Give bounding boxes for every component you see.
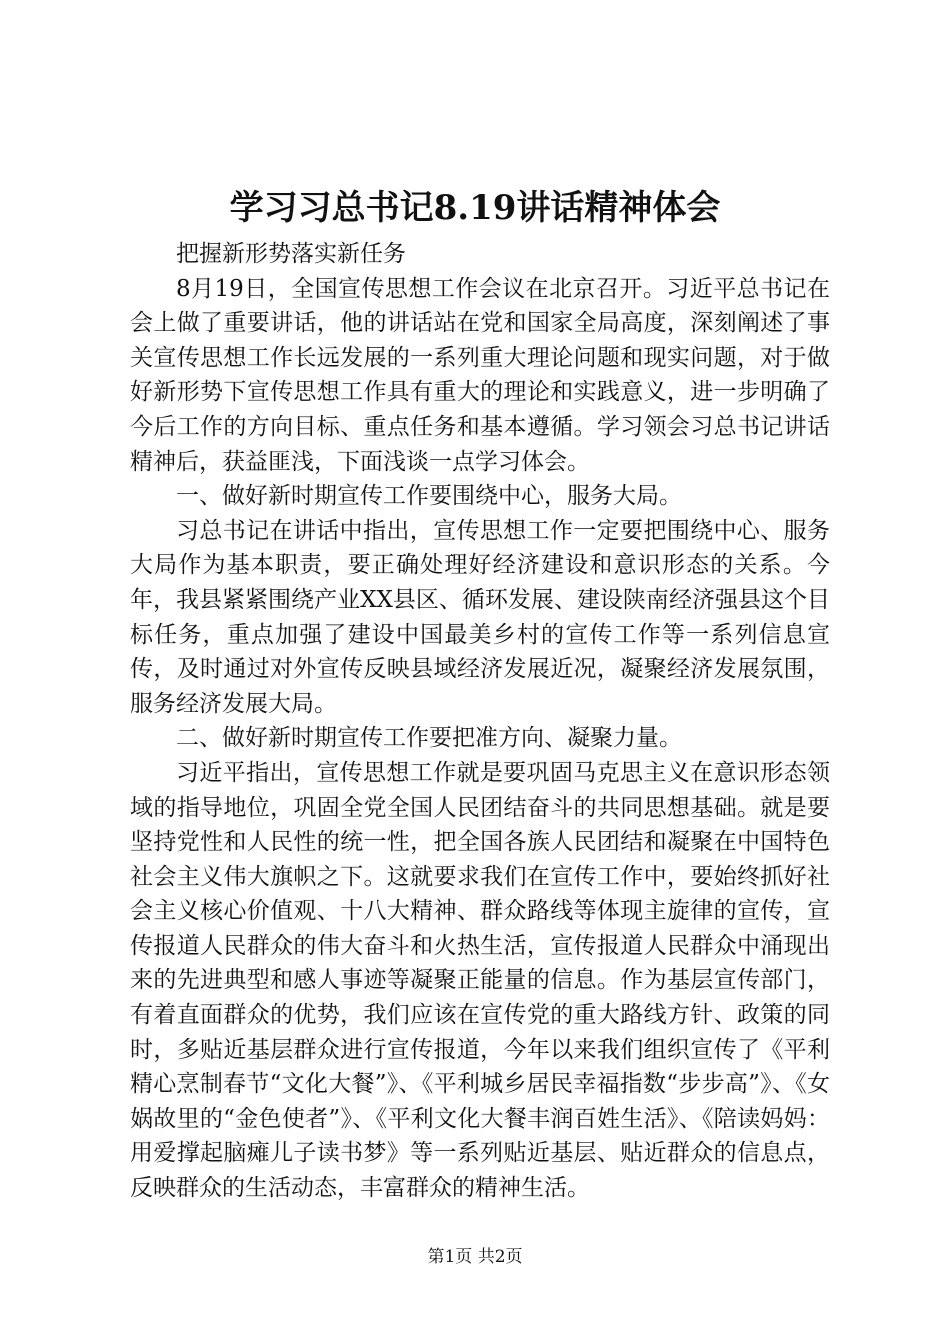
paragraph-subtitle: 把握新形势落实新任务 <box>176 241 406 267</box>
paragraph-section-2: 习近平指出，宣传思想工作就是要巩固马克思主义在意识形态领域的指导地位，巩固全党全国人民团结奋斗的共同思想基础。就是要坚持党性和人民性的统一性，把全国各族人民团结和凝聚在中国特色社会主义伟大旗帜之下。这就要求我们在宣传工作中，要始终抓好社会主义核心价值观、十八大精神、群众路线等体现主旋律的宣传，宣传报道人民群众的伟大奋斗和火热生活，宣传报道人民群众中涌现出来的先进典型和感人事迹等凝聚正能量的信息。作为基层宣传部门，有着直面群众的优势，我们应该在宣传党的重大路线方针、政策的同时，多贴近基层群众进行宣传报道，今年以来我们组织宣传了《平利精心烹制春节“文化大餐”》、《平利城乡居民幸福指数“步步高”》、《女娲故里的“金色使者”》、《平利文化大餐丰润百姓生活》、《陪读妈妈：用爱撑起脑瘫儿子读书梦》等一系列贴近基层、贴近群众的信息点，反映群众的生活动态，丰富群众的精神生活。 <box>130 759 830 1202</box>
page-number-footer: 第1页 共2页 <box>427 1247 523 1267</box>
section-heading-2: 二、做好新时期宣传工作要把准方向、凝聚力量。 <box>176 725 682 752</box>
paragraph-section-1: 习总书记在讲话中指出，宣传思想工作一定要把围绕中心、服务大局作为基本职责，要正确处理好经济建设和意识形态的关系。今年，我县紧紧围绕产业XX县区、循环发展、建设陕南经济强县这个目标任务，重点加强了建设中国最美乡村的宣传工作等一系列信息宣传，及时通过对外宣传反映县域经济发展近况，凝聚经济发展氛围，服务经济发展大局。 <box>130 517 830 717</box>
document-title: 学习习总书记8.19讲话精神体会 <box>229 188 721 228</box>
paragraph-intro: 8月19日，全国宣传思想工作会议在北京召开。习近平总书记在会上做了重要讲话，他的讲话站在党和国家全局高度，深刻阐述了事关宣传思想工作长远发展的一系列重大理论问题和现实问题，对于做好新形势下宣传思想工作具有重大的理论和实践意义，进一步明确了今后工作的方向目标、重点任务和基本遵循。学习领会习总书记讲话精神后，获益匪浅，下面浅谈一点学习体会。 <box>130 275 830 475</box>
section-heading-1: 一、做好新时期宣传工作要围绕中心，服务大局。 <box>176 483 682 510</box>
document-body <box>130 237 830 1206</box>
